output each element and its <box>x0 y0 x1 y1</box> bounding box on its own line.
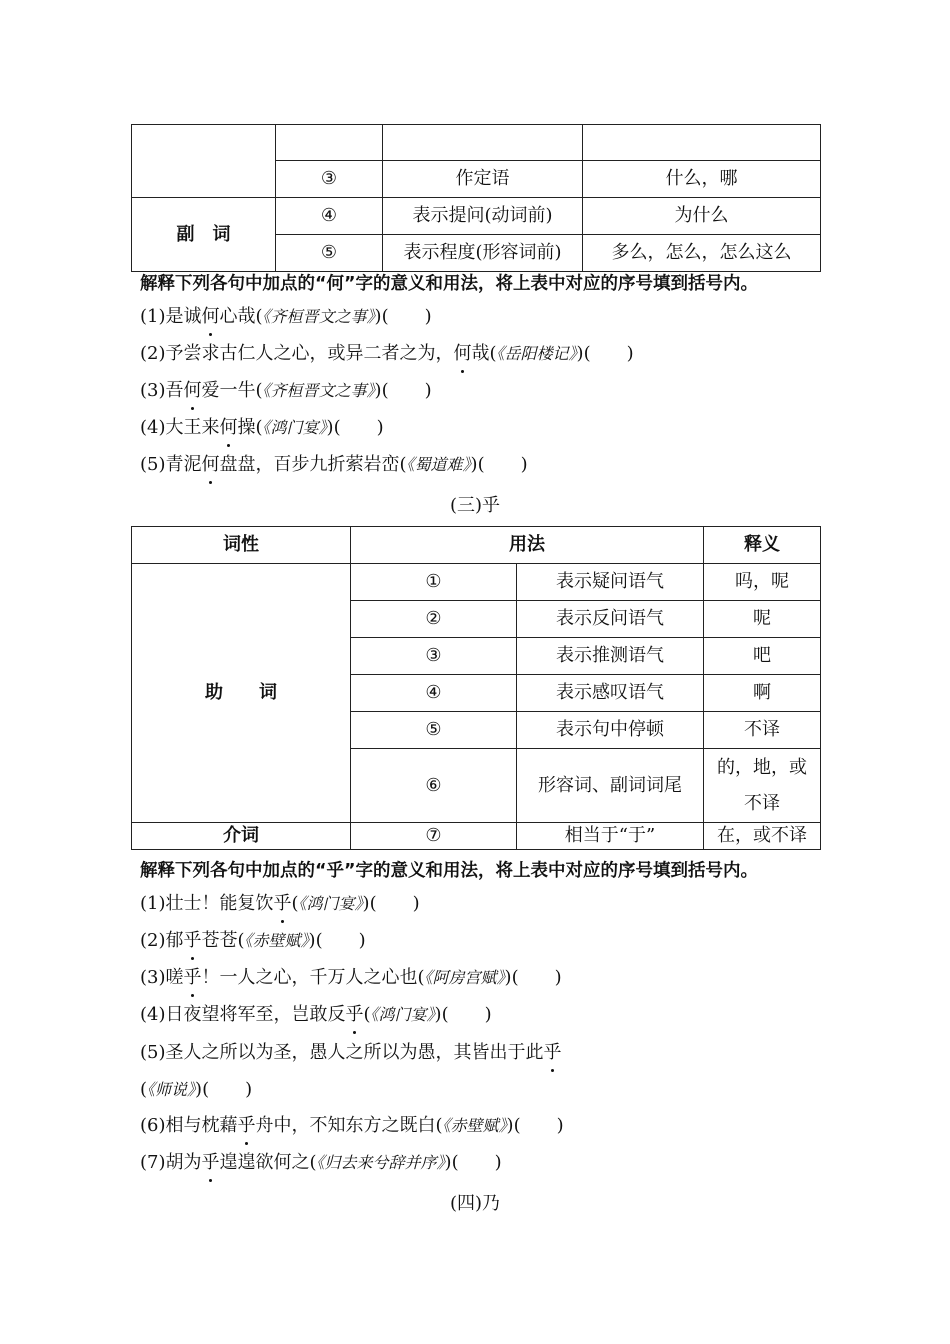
usage-text: 形容词、副词词尾 <box>517 749 704 823</box>
meaning-text: 吗，呢 <box>704 564 821 601</box>
dotted-char: 乎 <box>238 1112 256 1140</box>
hu-usage-table <box>131 526 821 850</box>
he-usage-table <box>131 124 821 272</box>
usage-number: ⑦ <box>351 823 517 850</box>
meaning-text: 不译 <box>704 712 821 749</box>
usage-number: ① <box>351 564 517 601</box>
usage-number: ⑤ <box>351 712 517 749</box>
usage-text: 作定语 <box>383 161 583 198</box>
usage-number: ⑤ <box>276 235 383 272</box>
dotted-char: 何 <box>454 340 472 368</box>
usage-text: 表示提问(动词前) <box>383 198 583 235</box>
table-row <box>132 564 821 601</box>
usage-number: ② <box>351 601 517 638</box>
usage-number: ③ <box>276 161 383 198</box>
exercise-item-continued: (《师说》)( ) <box>140 1079 253 1100</box>
exercise-item: (5)青泥何盘盘，百步九折萦岩峦(《蜀道难》)( ) <box>140 451 528 479</box>
dotted-char: 乎 <box>184 964 202 992</box>
section-heading-nai: (四)乃 <box>449 1193 501 1214</box>
table-cell <box>276 125 383 161</box>
table-cell <box>583 125 821 161</box>
usage-text: 表示疑问语气 <box>517 564 704 601</box>
pos-particle: 助 词 <box>132 564 351 823</box>
usage-text: 表示反问语气 <box>517 601 704 638</box>
exercise-item: (4)日夜望将军至，岂敢反乎(《鸿门宴》)( ) <box>140 1001 492 1029</box>
table-cell <box>383 125 583 161</box>
usage-number: ⑥ <box>351 749 517 823</box>
dotted-char: 何 <box>220 414 238 442</box>
dotted-char: 乎 <box>202 1149 220 1177</box>
exercise-item: (2)予尝求古仁人之心，或异二者之为，何哉(《岳阳楼记》)( ) <box>140 340 634 368</box>
exercise-item: (3)吾何爱一牛(《齐桓晋文之事》)( ) <box>140 377 432 405</box>
pos-prep: 介词 <box>132 823 351 850</box>
dotted-char: 何 <box>202 303 220 331</box>
exercise-item: (2)郁乎苍苍(《赤壁赋》)( ) <box>140 927 366 955</box>
usage-number: ③ <box>351 638 517 675</box>
dotted-char: 乎 <box>274 890 292 918</box>
usage-number: ④ <box>276 198 383 235</box>
meaning-text: 的，地，或 不译 <box>704 749 821 823</box>
section-heading-hu: (三)乎 <box>449 495 501 516</box>
table-header-row <box>132 527 821 564</box>
usage-number: ④ <box>351 675 517 712</box>
meaning-text: 啊 <box>704 675 821 712</box>
header-pos: 词性 <box>132 527 351 564</box>
instruction-he: 解释下列各句中加点的“何”字的意义和用法，将上表中对应的序号填到括号内。 <box>140 274 759 294</box>
meaning-text: 在，或不译 <box>704 823 821 850</box>
header-meaning: 释义 <box>704 527 821 564</box>
pos-adverb: 副 词 <box>132 198 276 272</box>
exercise-item: (1)是诚何心哉(《齐桓晋文之事》)( ) <box>140 303 432 331</box>
usage-text: 表示程度(形容词前) <box>383 235 583 272</box>
usage-text: 表示感叹语气 <box>517 675 704 712</box>
dotted-char: 何 <box>184 377 202 405</box>
instruction-hu: 解释下列各句中加点的“乎”字的意义和用法，将上表中对应的序号填到括号内。 <box>140 861 759 881</box>
meaning-text: 呢 <box>704 601 821 638</box>
usage-text: 相当于“于” <box>517 823 704 850</box>
meaning-text: 多么，怎么，怎么这么 <box>583 235 821 272</box>
meaning-text: 什么，哪 <box>583 161 821 198</box>
usage-text: 表示句中停顿 <box>517 712 704 749</box>
usage-text: 表示推测语气 <box>517 638 704 675</box>
dotted-char: 何 <box>202 451 220 479</box>
meaning-text: 吧 <box>704 638 821 675</box>
exercise-item: (4)大王来何操(《鸿门宴》)( ) <box>140 414 384 442</box>
exercise-item: (3)嗟乎！一人之心，千万人之心也(《阿房宫赋》)( ) <box>140 964 562 992</box>
table-cell <box>132 125 276 198</box>
dotted-char: 乎 <box>544 1039 562 1067</box>
exercise-item: (1)壮士！能复饮乎(《鸿门宴》)( ) <box>140 890 420 918</box>
header-usage: 用法 <box>351 527 704 564</box>
exercise-item: (6)相与枕藉乎舟中，不知东方之既白(《赤壁赋》)( ) <box>140 1112 564 1140</box>
exercise-item: (5)圣人之所以为圣，愚人之所以为愚，其皆出于此乎 <box>140 1039 562 1067</box>
dotted-char: 乎 <box>346 1001 364 1029</box>
table-row <box>132 198 821 235</box>
dotted-char: 乎 <box>184 927 202 955</box>
exercise-item: (7)胡为乎遑遑欲何之(《归去来兮辞并序》)( ) <box>140 1149 502 1177</box>
meaning-text: 为什么 <box>583 198 821 235</box>
table-row <box>132 823 821 850</box>
